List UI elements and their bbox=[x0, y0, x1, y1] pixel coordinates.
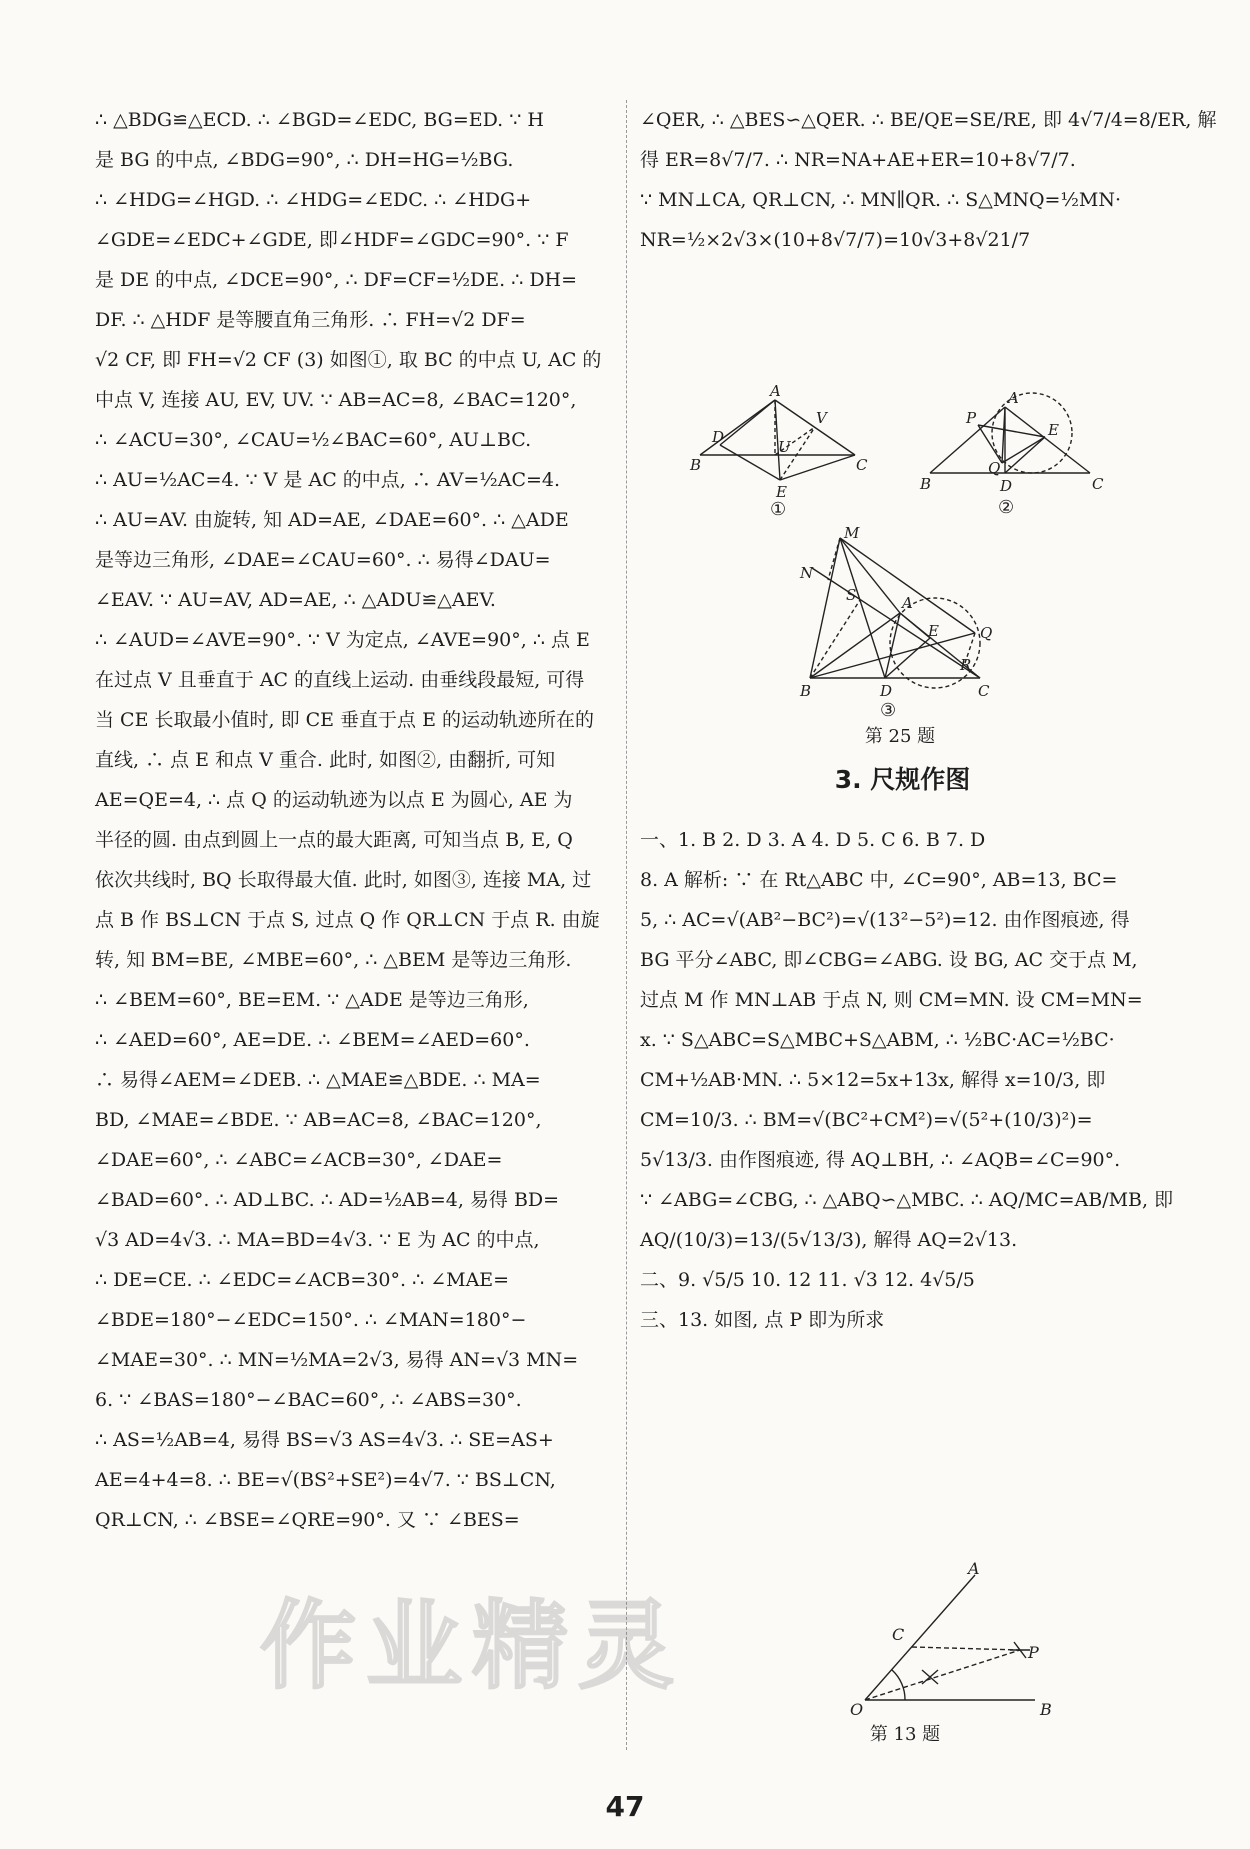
left-text-line: 当 CE 长取最小值时, 即 CE 垂直于点 E 的运动轨迹所在的 bbox=[95, 709, 595, 731]
right-bottom-text-line: CM=10/3. ∴ BM=√(BC²+CM²)=√(5²+(10/3)²)= bbox=[640, 1109, 1093, 1131]
fig3-label-A: A bbox=[902, 594, 913, 612]
right-bottom-text-line: 一、1. B 2. D 3. A 4. D 5. C 6. B 7. D bbox=[640, 829, 986, 851]
right-bottom-text-line: AQ/(10/3)=13/(5√13/3), 解得 AQ=2√13. bbox=[640, 1229, 1018, 1251]
fig13-label-C: C bbox=[892, 1625, 905, 1644]
fig2-label-D: D bbox=[1000, 477, 1013, 495]
fig1-label-D: D bbox=[712, 428, 725, 446]
right-bottom-text-line: 5√13/3. 由作图痕迹, 得 AQ⊥BH, ∴ ∠AQB=∠C=90°. bbox=[640, 1149, 1121, 1171]
fig13-label-P: P bbox=[1028, 1643, 1039, 1662]
fig3-label-Q: Q bbox=[980, 624, 993, 642]
left-text-line: 在过点 V 且垂直于 AC 的直线上运动. 由垂线段最短, 可得 bbox=[95, 669, 585, 691]
left-text-line: 转, 知 BM=BE, ∠MBE=60°, ∴ △BEM 是等边三角形. bbox=[95, 949, 572, 971]
left-text-line: AE=4+4=8. ∴ BE=√(BS²+SE²)=4√7. ∵ BS⊥CN, bbox=[95, 1469, 556, 1491]
left-text-line: ∴ △BDG≌△ECD. ∴ ∠BGD=∠EDC, BG=ED. ∵ H bbox=[95, 109, 544, 131]
fig13-label-B: B bbox=[1040, 1700, 1052, 1719]
left-text-line: ∠GDE=∠EDC+∠GDE, 即∠HDF=∠GDC=90°. ∵ F bbox=[95, 229, 569, 251]
left-text-line: DF. ∴ △HDF 是等腰直角三角形. ∴ FH=√2 DF= bbox=[95, 309, 526, 331]
fig2-label-E: E bbox=[1048, 421, 1059, 439]
fig3-label-E: E bbox=[928, 622, 939, 640]
left-text-line: AE=QE=4, ∴ 点 Q 的运动轨迹为以点 E 为圆心, AE 为 bbox=[95, 789, 573, 811]
fig1-label-A: A bbox=[770, 382, 781, 400]
left-text-line: QR⊥CN, ∴ ∠BSE=∠QRE=90°. 又 ∵ ∠BES= bbox=[95, 1509, 520, 1531]
figure-25-caption: 第 25 题 bbox=[864, 726, 936, 747]
left-text-line: ∠DAE=60°, ∴ ∠ABC=∠ACB=30°, ∠DAE= bbox=[95, 1149, 503, 1171]
fig1-label-U: U bbox=[778, 438, 791, 456]
fig1-label-E: E bbox=[776, 483, 787, 501]
left-text-line: 是 DE 的中点, ∠DCE=90°, ∴ DF=CF=½DE. ∴ DH= bbox=[95, 269, 578, 291]
left-text-line: ∴ DE=CE. ∴ ∠EDC=∠ACB=30°. ∴ ∠MAE= bbox=[95, 1269, 510, 1291]
left-text-line: ∴ ∠AUD=∠AVE=90°. ∵ V 为定点, ∠AVE=90°, ∴ 点 E bbox=[95, 629, 590, 651]
left-text-line: √2 CF, 即 FH=√2 CF (3) 如图①, 取 BC 的中点 U, AC 的 bbox=[95, 349, 602, 371]
right-bottom-text-line: ∵ ∠ABG=∠CBG, ∴ △ABQ∽△MBC. ∴ AQ/MC=AB/MB, 即 bbox=[640, 1189, 1174, 1211]
figure-1 bbox=[690, 382, 890, 520]
right-bottom-text-line: BG 平分∠ABC, 即∠CBG=∠ABG. 设 BG, AC 交于点 M, bbox=[640, 949, 1138, 971]
fig3-label-S: S bbox=[846, 586, 857, 604]
right-bottom-text-line: x. ∵ S△ABC=S△MBC+S△ABM, ∴ ½BC·AC=½BC· bbox=[640, 1029, 1115, 1051]
left-text-line: 依次共线时, BQ 长取得最大值. 此时, 如图③, 连接 MA, 过 bbox=[95, 869, 592, 891]
right-bottom-text-line: 三、13. 如图, 点 P 即为所求 bbox=[640, 1309, 885, 1331]
section-title: 3. 尺规作图 bbox=[834, 765, 971, 794]
fig13-label-A: A bbox=[968, 1559, 980, 1578]
left-text-line: ∴ AU=AV. 由旋转, 知 AD=AE, ∠DAE=60°. ∴ △ADE bbox=[95, 509, 569, 531]
fig3-label-B: B bbox=[800, 682, 812, 700]
left-text-line: 半径的圆. 由点到圆上一点的最大距离, 可知当点 B, E, Q bbox=[95, 829, 573, 851]
right-bottom-text-line: 过点 M 作 MN⊥AB 于点 N, 则 CM=MN. 设 CM=MN= bbox=[640, 989, 1143, 1011]
right-bottom-text-line: 5, ∴ AC=√(AB²−BC²)=√(13²−5²)=12. 由作图痕迹, 得 bbox=[640, 909, 1130, 931]
left-text-line: ∴ ∠ACU=30°, ∠CAU=½∠BAC=60°, AU⊥BC. bbox=[95, 429, 532, 451]
left-text-line: ∴ 易得∠AEM=∠DEB. ∴ △MAE≌△BDE. ∴ MA= bbox=[95, 1069, 541, 1091]
fig2-label-B: B bbox=[920, 475, 932, 493]
fig2-label-A: A bbox=[1008, 389, 1019, 407]
fig3-label-M: M bbox=[844, 524, 860, 542]
left-text-line: 直线, ∴ 点 E 和点 V 重合. 此时, 如图②, 由翻折, 可知 bbox=[95, 749, 556, 771]
column-divider bbox=[626, 100, 627, 1750]
fig2-label-Q: Q bbox=[988, 459, 1001, 477]
right-top-text-line: ∠QER, ∴ △BES∽△QER. ∴ BE/QE=SE/RE, 即 4√7/4=8/ER, 解 bbox=[640, 109, 1217, 131]
left-text-line: 点 B 作 BS⊥CN 于点 S, 过点 Q 作 QR⊥CN 于点 R. 由旋 bbox=[95, 909, 600, 931]
left-text-line: 是等边三角形, ∠DAE=∠CAU=60°. ∴ 易得∠DAU= bbox=[95, 549, 551, 571]
right-top-text-line: NR=½×2√3×(10+8√7/7)=10√3+8√21/7 bbox=[640, 229, 1031, 251]
fig3-number: ③ bbox=[880, 700, 897, 721]
fig2-number: ② bbox=[998, 497, 1015, 518]
watermark: 作业精灵 bbox=[260, 1590, 684, 1702]
fig3-label-N: N bbox=[800, 564, 814, 582]
left-text-line: √3 AD=4√3. ∴ MA=BD=4√3. ∵ E 为 AC 的中点, bbox=[95, 1229, 540, 1251]
right-top-text-line: ∵ MN⊥CA, QR⊥CN, ∴ MN∥QR. ∴ S△MNQ=½MN· bbox=[640, 189, 1122, 211]
page-number: 47 bbox=[605, 1790, 645, 1823]
right-column-bottom bbox=[640, 820, 1174, 1340]
left-text-line: 是 BG 的中点, ∠BDG=90°, ∴ DH=HG=½BG. bbox=[95, 149, 514, 171]
fig1-label-V: V bbox=[816, 409, 827, 427]
right-bottom-text-line: 二、9. √5/5 10. 12 11. √3 12. 4√5/5 bbox=[640, 1269, 975, 1291]
right-bottom-text-line: 8. A 解析: ∵ 在 Rt△ABC 中, ∠C=90°, AB=13, BC= bbox=[640, 869, 1118, 891]
left-text-line: ∴ ∠HDG=∠HGD. ∴ ∠HDG=∠EDC. ∴ ∠HDG+ bbox=[95, 189, 532, 211]
left-text-line: ∠BAD=60°. ∴ AD⊥BC. ∴ AD=½AB=4, 易得 BD= bbox=[95, 1189, 560, 1211]
left-text-line: ∠BDE=180°−∠EDC=150°. ∴ ∠MAN=180°− bbox=[95, 1309, 527, 1331]
left-text-line: ∠MAE=30°. ∴ MN=½MA=2√3, 易得 AN=√3 MN= bbox=[95, 1349, 579, 1371]
fig13-label-O: O bbox=[850, 1700, 864, 1719]
right-top-text-line: 得 ER=8√7/7. ∴ NR=NA+AE+ER=10+8√7/7. bbox=[640, 149, 1076, 171]
fig1-label-C: C bbox=[856, 456, 868, 474]
left-column bbox=[95, 100, 615, 1540]
fig2-label-C: C bbox=[1092, 475, 1104, 493]
fig3-label-C: C bbox=[978, 682, 990, 700]
left-text-line: ∴ AU=½AC=4. ∵ V 是 AC 的中点, ∴ AV=½AC=4. bbox=[95, 469, 561, 491]
figure-3 bbox=[800, 524, 1010, 721]
fig3-label-R: R bbox=[960, 656, 972, 674]
left-text-line: ∠EAV. ∵ AU=AV, AD=AE, ∴ △ADU≌△AEV. bbox=[95, 589, 496, 611]
left-text-line: 中点 V, 连接 AU, EV, UV. ∵ AB=AC=8, ∠BAC=120°, bbox=[95, 389, 577, 411]
figure-2 bbox=[920, 385, 1110, 518]
right-column-top bbox=[640, 100, 1217, 260]
left-text-line: ∴ ∠AED=60°, AE=DE. ∴ ∠BEM=∠AED=60°. bbox=[95, 1029, 530, 1051]
left-text-line: 6. ∵ ∠BAS=180°−∠BAC=60°, ∴ ∠ABS=30°. bbox=[95, 1389, 522, 1411]
figure-13-caption: 第 13 题 bbox=[869, 1724, 941, 1745]
left-text-line: ∴ ∠BEM=60°, BE=EM. ∵ △ADE 是等边三角形, bbox=[95, 989, 529, 1011]
figure-13 bbox=[850, 1559, 1090, 1720]
fig3-label-D: D bbox=[880, 682, 893, 700]
right-bottom-text-line: CM+½AB·MN. ∴ 5×12=5x+13x, 解得 x=10/3, 即 bbox=[640, 1069, 1106, 1091]
left-text-line: ∴ AS=½AB=4, 易得 BS=√3 AS=4√3. ∴ SE=AS+ bbox=[95, 1429, 554, 1451]
fig1-label-B: B bbox=[690, 456, 702, 474]
fig1-number: ① bbox=[770, 499, 787, 520]
fig2-label-P: P bbox=[966, 409, 977, 427]
left-text-line: BD, ∠MAE=∠BDE. ∵ AB=AC=8, ∠BAC=120°, bbox=[95, 1109, 542, 1131]
